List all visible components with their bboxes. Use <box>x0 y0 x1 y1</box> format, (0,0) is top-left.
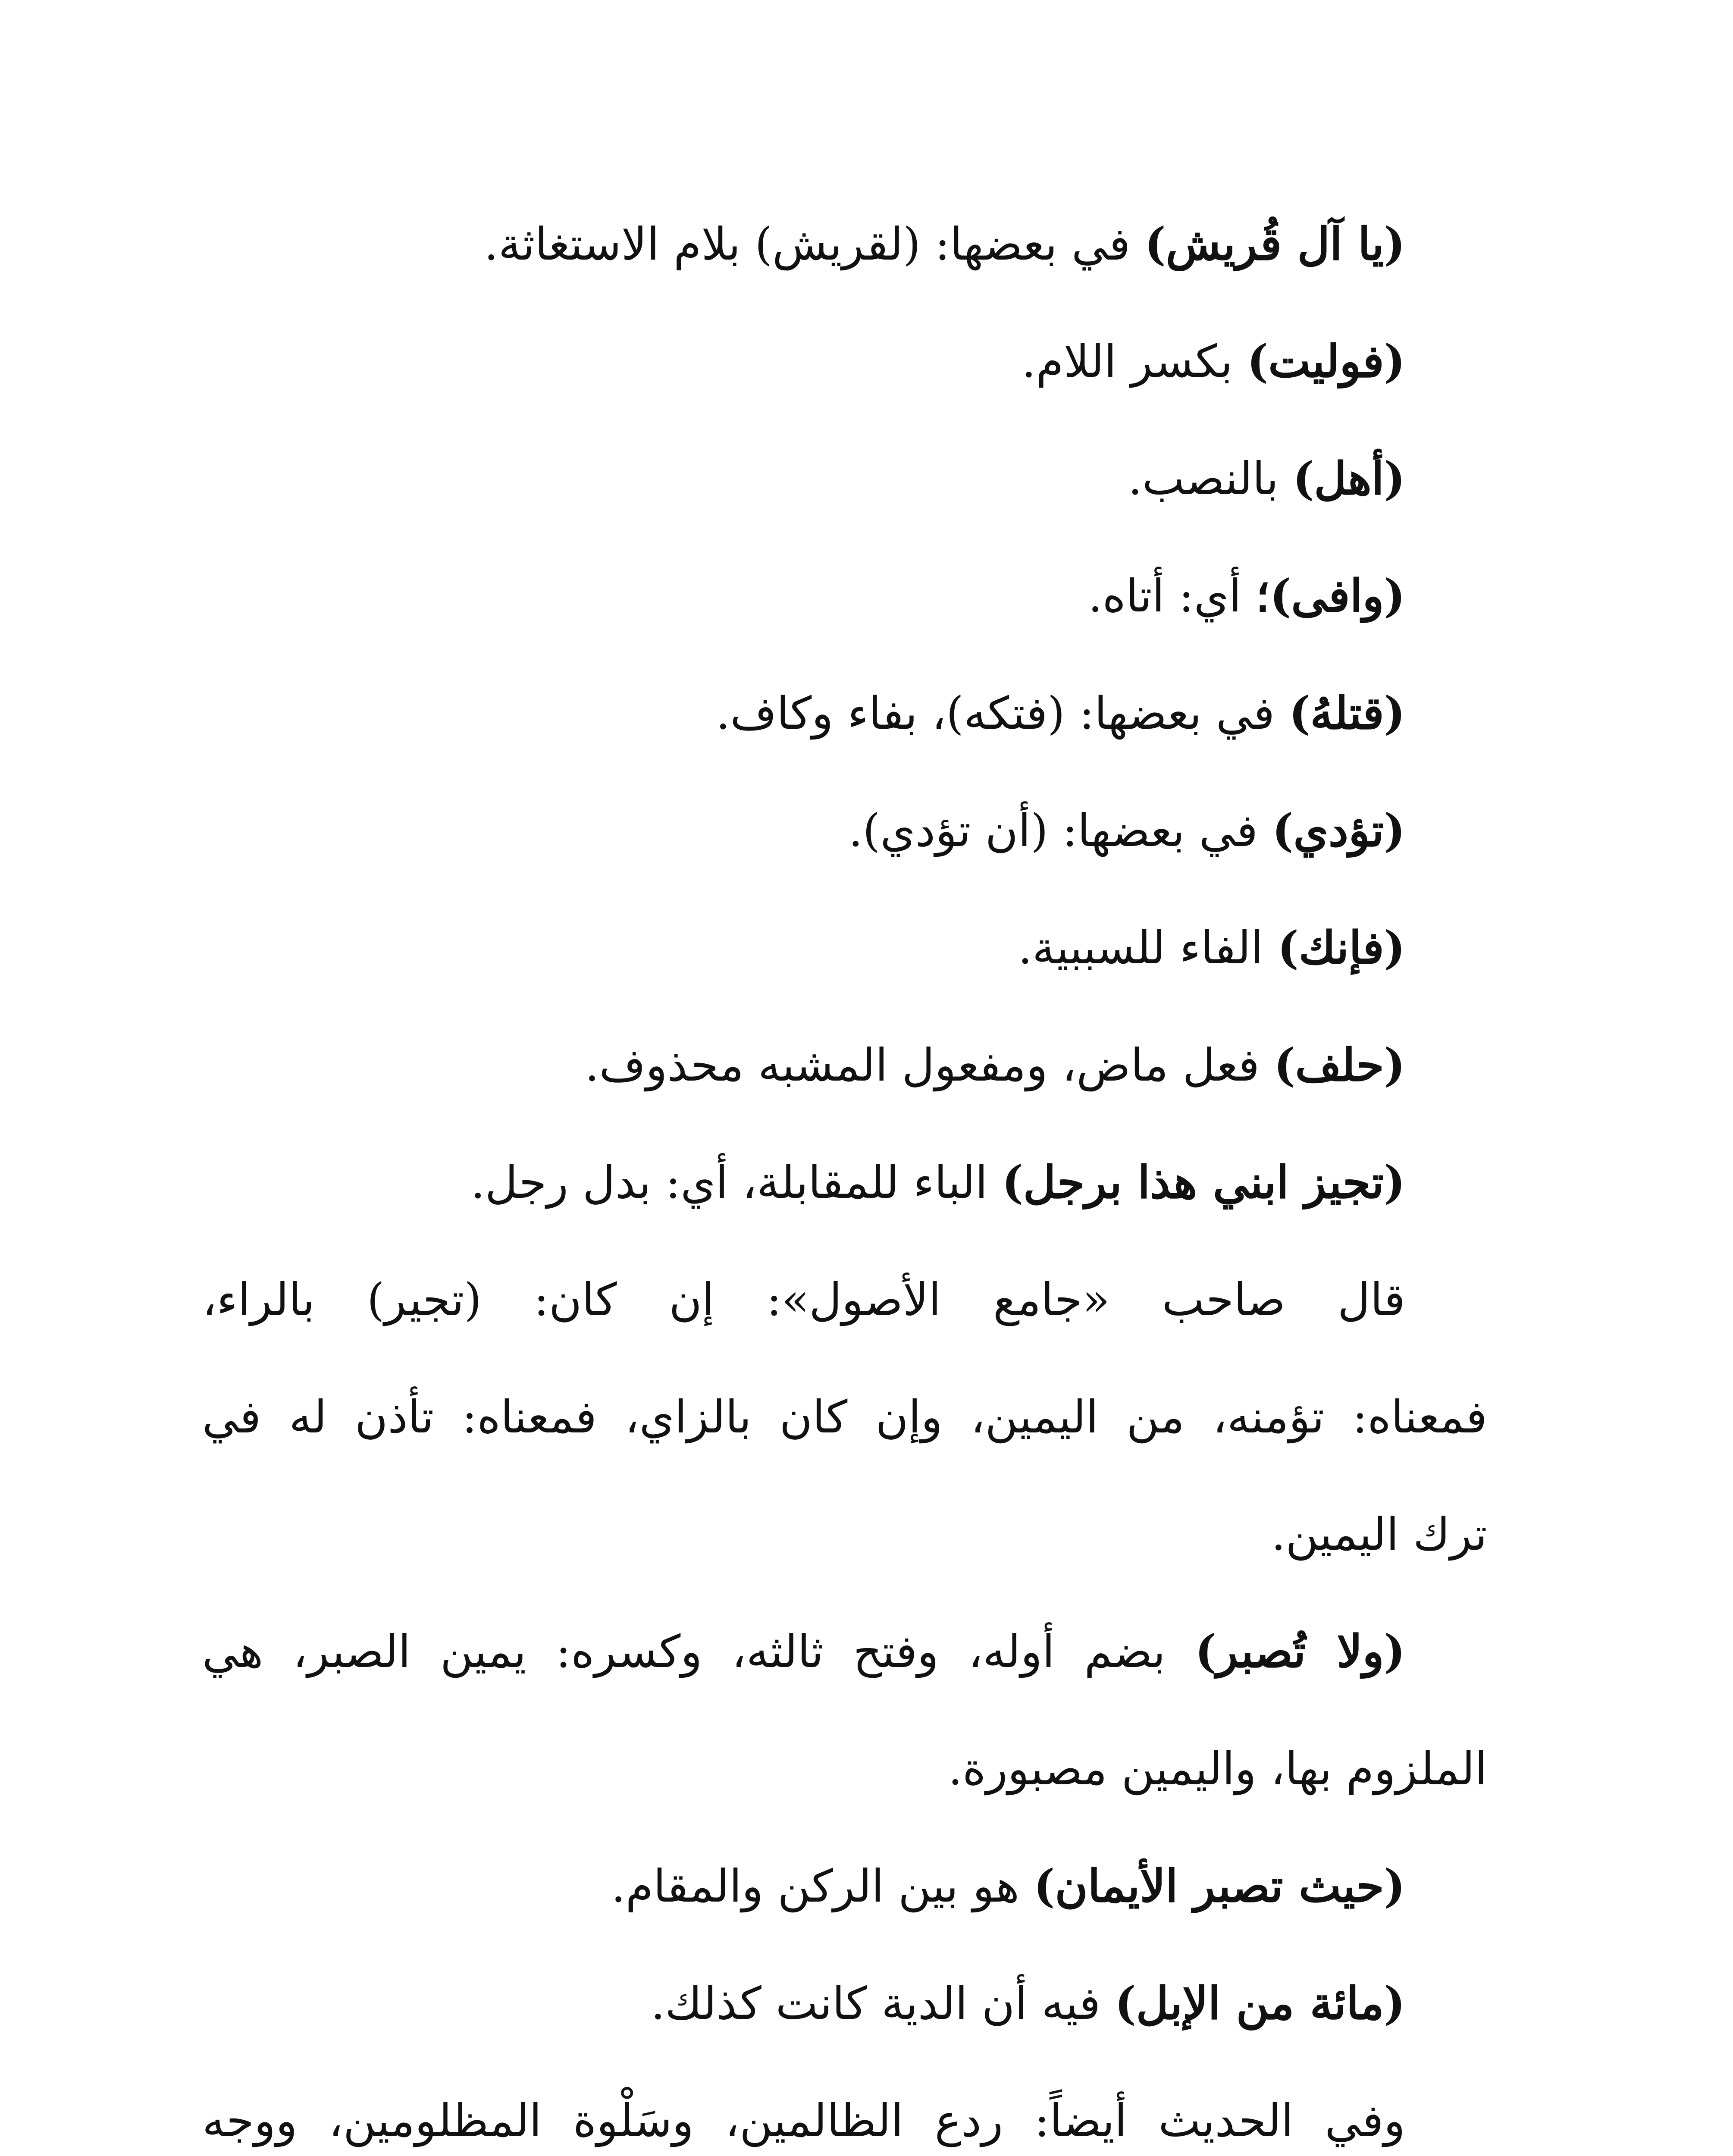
gloss: فمعناه: تؤمنه، من اليمين، وإن كان بالزاي، فمعناه: تأذن له في <box>202 1391 1487 1443</box>
gloss: في بعضها: (أن تؤدي). <box>848 804 1272 857</box>
gloss: قال صاحب «جامع الأصول»: إن كان: (تجير) بالراء، <box>202 1273 1405 1326</box>
entry-line <box>202 537 1487 655</box>
gloss: فعل ماض، ومفعول المشبه محذوف. <box>585 1039 1274 1091</box>
lemma: (تؤدي) <box>1272 804 1405 857</box>
entry-line <box>202 1006 1487 1124</box>
lemma: (مائة من الإبل) <box>1115 1977 1405 2030</box>
lemma: (تجيز ابني هذا برجل) <box>1002 1156 1405 1209</box>
paragraph-line <box>202 1710 1487 1827</box>
paragraph-line <box>202 1476 1487 1593</box>
gloss: أي: أتاه. <box>1088 570 1256 622</box>
paragraph-line <box>202 1241 1487 1358</box>
lemma: (قتلهُ) <box>1289 686 1405 740</box>
gloss: بضم أوله، وفتح ثالثه، وكسره: يمين الصبر، هي <box>202 1625 1195 1678</box>
paragraph-line <box>202 1358 1487 1476</box>
lemma: (حلف) <box>1274 1038 1405 1091</box>
lemma: (وافى)؛ <box>1256 569 1405 622</box>
lemma: (ولا تُصبر) <box>1195 1625 1405 1678</box>
gloss: هو بين الركن والمقام. <box>611 1860 1034 1912</box>
entry-line <box>202 1945 1487 2062</box>
commentary-text <box>202 185 1487 2156</box>
entry-line <box>202 1827 1487 1945</box>
lemma: (فإنك) <box>1277 921 1405 974</box>
gloss: بكسر اللام. <box>1022 335 1247 388</box>
lemma: (أهل) <box>1293 452 1405 505</box>
entry-line <box>202 1124 1487 1241</box>
gloss: وفي الحديث أيضاً: ردع الظالمين، وسَلْوة المظلومين، ووجه <box>202 2094 1405 2147</box>
entry-line <box>202 1593 1487 1710</box>
gloss: في بعضها: (لقريش) بلام الاستغاثة. <box>484 218 1145 270</box>
paragraph-line <box>202 2062 1487 2156</box>
gloss: ترك اليمين. <box>1271 1508 1487 1561</box>
entry-line <box>202 772 1487 889</box>
entry-line <box>202 185 1487 303</box>
gloss: في بعضها: (فتكه)، بفاء وكاف. <box>716 687 1289 740</box>
entry-line <box>202 420 1487 537</box>
lemma: (فوليت) <box>1247 335 1405 388</box>
gloss: الباء للمقابلة، أي: بدل رجل. <box>470 1156 1002 1209</box>
lemma: (يا آل قُريش) <box>1144 217 1405 270</box>
gloss: فيه أن الدية كانت كذلك. <box>651 1977 1115 2030</box>
entry-line <box>202 889 1487 1006</box>
gloss: الفاء للسببية. <box>1018 921 1278 974</box>
entry-line <box>202 303 1487 420</box>
entry-line <box>202 655 1487 772</box>
gloss: الملزوم بها، واليمين مصبورة. <box>948 1742 1487 1795</box>
gloss: بالنصب. <box>1128 452 1293 505</box>
lemma: (حيث تصبر الأيمان) <box>1034 1859 1405 1912</box>
